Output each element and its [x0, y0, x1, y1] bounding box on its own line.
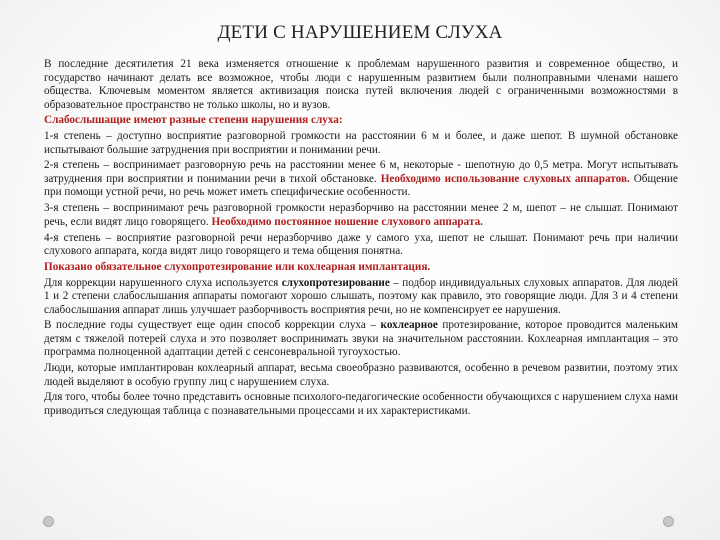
paragraph-degrees-heading: Слабослышащие имеют разные степени нарушения слуха: — [44, 114, 343, 127]
slide-body — [44, 58, 678, 421]
paragraph-table-intro: Для того, чтобы более точно представить основные психолого-педагогические особенности обучающихся с нарушением слуха нами приводиться следующая таблица с познавательными процессами и их характеристиками. — [44, 391, 678, 417]
degree-2-tail: Общение при помощи устной речи, но речь может иметь специфические особенности. — [44, 172, 678, 199]
decorative-dot-right-icon — [663, 516, 674, 527]
paragraph-degree-2 — [44, 159, 678, 200]
degree-2-text: 2-я степень – воспринимает разговорную речь на расстоянии менее 6 м, некоторые - шепотную до 0,5 метра. Могут испытывать затруднения при восприятии и понимании речи в тихой обстановке. — [44, 159, 678, 185]
paragraph-hearing-aids — [44, 277, 678, 318]
cochlear-term: кохлеарное — [380, 319, 438, 332]
hearing-aids-text-a: Для коррекции нарушенного слуха используется — [44, 276, 282, 289]
paragraph-degree-1: 1-я степень – доступно восприятие разговорной громкости на расстоянии 6 м и более, и даже шепот. В шумной обстановке испытывают большие затруднения при восприятии и понимании речи. — [44, 130, 678, 156]
degree-3-highlight: Необходимо постоянное ношение слухового аппарата. — [211, 215, 483, 228]
paragraph-intro: В последние десятилетия 21 века изменяется отношение к проблемам нарушенного развития и современное общество, и государство начинают делать все возможное, чтобы люди с нарушенным развитием были полноправными членами нашего общества. Ключевым моментом является активизация поиска путей включения людей с ограниченными возможностями в образовательное пространство не только школы, но и вузов. — [44, 58, 678, 111]
decorative-dot-left-icon — [43, 516, 54, 527]
degree-2-highlight: Необходимо использование слуховых аппаратов. — [380, 172, 630, 185]
cochlear-text-a: В последние годы существует еще один способ коррекции слуха – — [44, 319, 381, 332]
hearing-aids-text-c: – подбор индивидуальных слуховых аппаратов. Для людей 1 и 2 степени слабослышания аппараты помогают хорошо слышать, поэтому как правило, это говорящие люди. Для 3 и 4 степени слабослышания аппарат лишь улучшает разборчивость восприятия речи, но не компенсирует ее нарушения. — [44, 276, 678, 316]
cochlear-text-c: протезирование, которое проводится маленьким детям с тяжелой потерей слуха и это позволяет воспринимать звуки на значительном расстоянии. Кохлеарная имплантация – это программа полноценной адаптации детей с сенсоневральной тугоухостью. — [44, 319, 679, 359]
degree-3-text: 3-я степень – воспринимают речь разговорной громкости неразборчиво на расстоянии менее 2 м, шепот – не слышат. Понимают речь, если видят лицо говорящего. — [44, 202, 678, 228]
paragraph-cochlear — [44, 319, 678, 360]
hearing-aids-term: слухопротезирование — [281, 276, 390, 289]
paragraph-implanted-people: Люди, которые имплантирован кохлеарный аппарат, весьма своеобразно развиваются, особенно в речевом развитии, поэтому этих людей выделяют в особую группу лиц с нарушением слуха. — [44, 362, 678, 388]
page-title: ДЕТИ С НАРУШЕНИЕМ СЛУХА — [217, 22, 503, 43]
paragraph-degree-3 — [44, 202, 678, 229]
paragraph-degree-4: 4-я степень – восприятие разговорной речи неразборчиво даже у самого уха, шепот не слышат. Понимают речь при наличии слухового аппарата, когда видят лицо говорящего и тема общения понятна. — [44, 231, 678, 258]
paragraph-implant-note: Показано обязательное слухопротезирование или кохлеарная имплантация. — [44, 260, 431, 273]
